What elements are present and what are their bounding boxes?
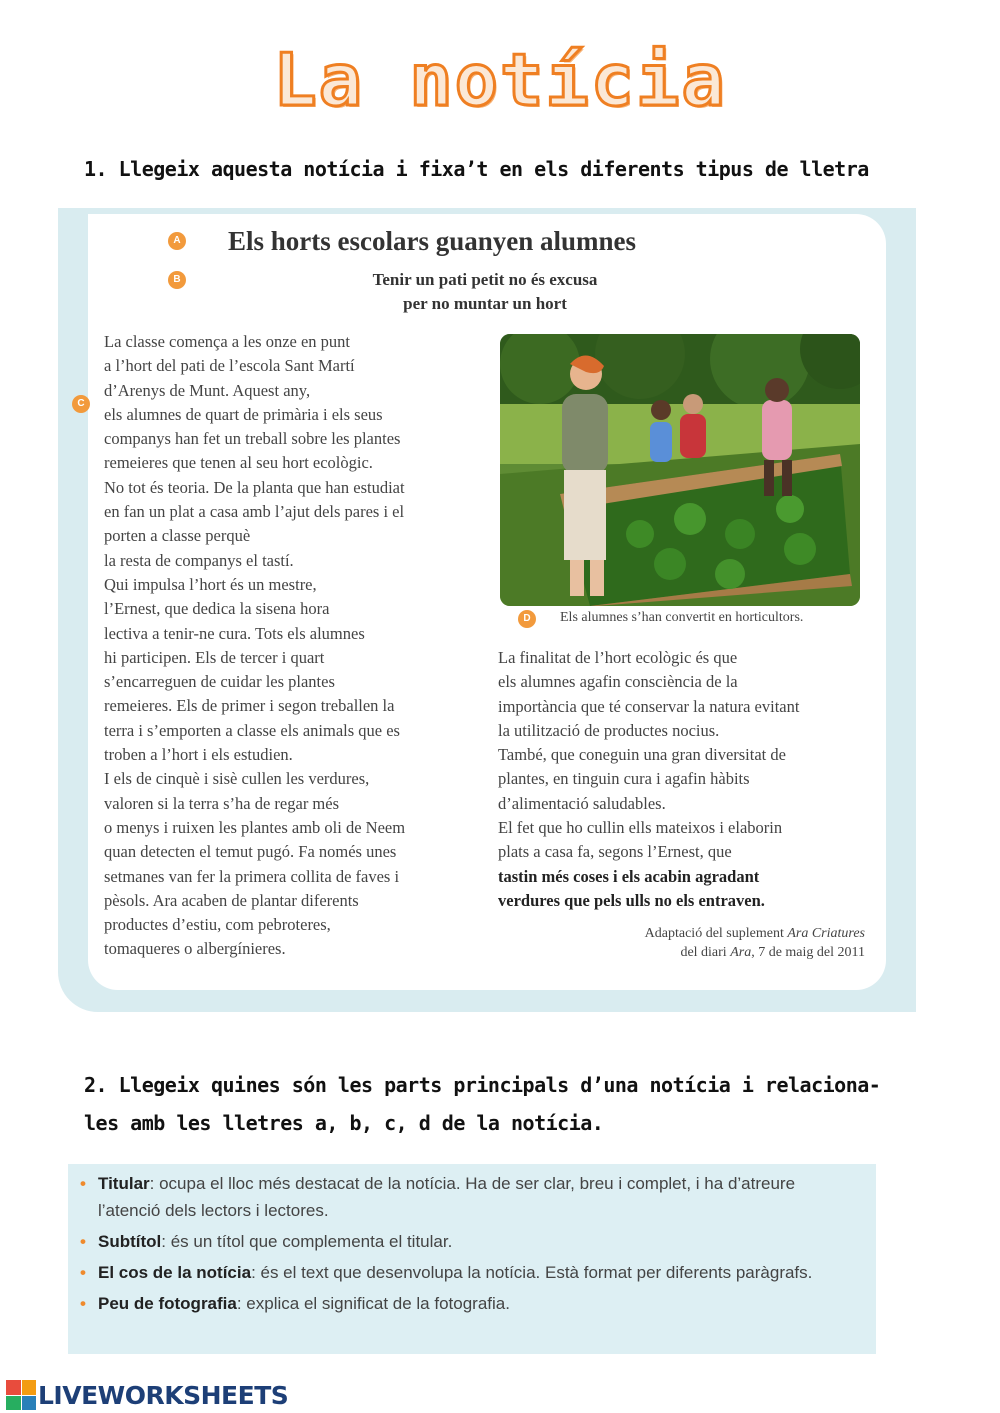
instruction-1: 1. Llegeix aquesta notícia i fixa’t en els diferents tipus de lletra bbox=[84, 157, 869, 181]
body-line: plats a casa fa, segons l’Ernest, que bbox=[498, 842, 732, 862]
article-body-right bbox=[498, 646, 870, 913]
part-item bbox=[78, 1259, 858, 1286]
body-line: La finalitat de l’hort ecològic és que bbox=[498, 648, 738, 667]
article-headline: Els horts escolars guanyen alumnes bbox=[228, 226, 637, 256]
marker-b: B bbox=[168, 271, 186, 289]
subheadline-line: Tenir un pati petit no és excusa bbox=[372, 270, 598, 289]
marker-d: D bbox=[518, 610, 536, 628]
part-description: : és el text que desenvolupa la notícia. Està format per diferents paràgrafs. bbox=[251, 1263, 813, 1282]
body-line: en fan un plat a casa amb l’ajut dels pares i el bbox=[104, 502, 405, 522]
part-term: Peu de fotografia bbox=[98, 1294, 237, 1313]
body-line: La classe comença a les onze en punt bbox=[104, 332, 351, 351]
body-line: hi participen. Els de tercer i quart bbox=[104, 647, 325, 667]
body-line: a l’hort del pati de l’escola Sant Martí bbox=[104, 356, 355, 376]
body-line: s’encarreguen de cuidar les plantes bbox=[104, 672, 335, 692]
part-description: : explica el significat de la fotografia. bbox=[236, 1294, 510, 1313]
body-line: Qui impulsa l’hort és un mestre, bbox=[104, 574, 317, 594]
logo-mark-icon bbox=[6, 1380, 36, 1410]
body-line: I els de cinquè i sisè cullen les verdures, bbox=[104, 769, 370, 789]
liveworksheets-logo bbox=[6, 1378, 288, 1412]
body-line: setmanes van fer la primera collita de faves i bbox=[104, 866, 400, 886]
body-line: o menys i ruixen les plantes amb oli de Neem bbox=[104, 817, 406, 837]
article-body-left bbox=[104, 330, 476, 962]
body-line-bold: verdures que pels ulls no els entraven. bbox=[498, 890, 765, 910]
source-line-2 bbox=[560, 943, 865, 962]
garden-photo-illustration bbox=[500, 334, 860, 606]
body-line: els alumnes de quart de primària i els seus bbox=[104, 404, 383, 424]
photo-caption: Els alumnes s’han convertit en horticultors. bbox=[560, 610, 804, 625]
body-line: companys han fet un treball sobre les plantes bbox=[104, 429, 401, 449]
body-line: tomaqueres o albergínieres. bbox=[104, 939, 286, 959]
parts-list bbox=[78, 1170, 858, 1321]
body-line-bold: tastin més coses i els acabin agradant bbox=[498, 866, 760, 886]
bullet-icon: • bbox=[80, 1232, 86, 1251]
part-term: Subtítol bbox=[98, 1232, 162, 1251]
body-line: importància que té conservar la natura evitant bbox=[498, 696, 800, 716]
source-line-1 bbox=[560, 924, 865, 943]
body-line: remeieres que tenen al seu hort ecològic. bbox=[104, 453, 373, 473]
logo-text: LIVEWORKSHEETS bbox=[38, 1380, 289, 1410]
marker-c: C bbox=[72, 395, 90, 413]
body-line: productes d’estiu, com pebroteres, bbox=[104, 915, 331, 935]
source-prefix: Adaptació del suplement bbox=[644, 926, 788, 941]
body-line: la resta de companys el tastí. bbox=[104, 550, 294, 570]
part-term: Titular bbox=[98, 1174, 150, 1193]
body-line: troben a l’hort i els estudien. bbox=[104, 745, 293, 765]
body-line: l’Ernest, que dedica la sisena hora bbox=[104, 599, 330, 619]
part-item bbox=[78, 1290, 858, 1317]
body-line: El fet que ho cullin ells mateixos i elaborin bbox=[498, 818, 783, 838]
body-line: porten a classe perquè bbox=[104, 526, 251, 546]
bullet-icon: • bbox=[80, 1294, 86, 1313]
marker-a: A bbox=[168, 232, 186, 250]
source-line2-prefix: del diari bbox=[680, 945, 731, 960]
body-line: d’alimentació saludables. bbox=[498, 793, 666, 813]
part-item bbox=[78, 1170, 858, 1224]
source-supplement: Ara Criatures bbox=[787, 926, 865, 941]
article-subheadline bbox=[300, 268, 670, 316]
body-line: terra i s’emporten a classe els animals que es bbox=[104, 720, 400, 740]
body-line: També, que coneguin una gran diversitat de bbox=[498, 745, 786, 765]
part-description: : ocupa el lloc més destacat de la notícia. Ha de ser clar, breu i complet, i ha d’atreure l’atenció dels lectors i lectores. bbox=[98, 1174, 796, 1220]
body-line: No tot és teoria. De la planta que han estudiat bbox=[104, 477, 405, 497]
body-line: plantes, en tinguin cura i agafin hàbits bbox=[498, 769, 750, 789]
body-line: lectiva a tenir-ne cura. Tots els alumnes bbox=[104, 623, 365, 643]
source-newspaper: Ara bbox=[730, 945, 752, 960]
body-line: valoren si la terra s’ha de regar més bbox=[104, 793, 340, 813]
bullet-icon: • bbox=[80, 1174, 86, 1193]
body-line: la utilització de productes nocius. bbox=[498, 720, 720, 740]
body-line: remeieres. Els de primer i segon treballen la bbox=[104, 696, 395, 716]
article-source bbox=[560, 924, 865, 962]
instruction-2: 2. Llegeix quines són les parts principals d’una notícia i relaciona-les amb les lletres a, b, c, d de la notícia. bbox=[84, 1073, 881, 1135]
bullet-icon: • bbox=[80, 1263, 86, 1282]
source-date: , 7 de maig del 2011 bbox=[751, 945, 865, 960]
article-photo bbox=[500, 334, 860, 606]
body-line: d’Arenys de Munt. Aquest any, bbox=[104, 380, 311, 400]
part-description: : és un títol que complementa el titular. bbox=[161, 1232, 453, 1251]
page-title: La notícia bbox=[273, 38, 727, 122]
subheadline-line: per no muntar un hort bbox=[403, 294, 567, 313]
body-line: els alumnes agafin consciència de la bbox=[498, 672, 738, 692]
body-line: quan detecten el temut pugó. Fa només unes bbox=[104, 842, 397, 862]
part-term: El cos de la notícia bbox=[98, 1263, 252, 1282]
body-line: pèsols. Ara acaben de plantar diferents bbox=[104, 890, 359, 910]
part-item bbox=[78, 1228, 858, 1255]
